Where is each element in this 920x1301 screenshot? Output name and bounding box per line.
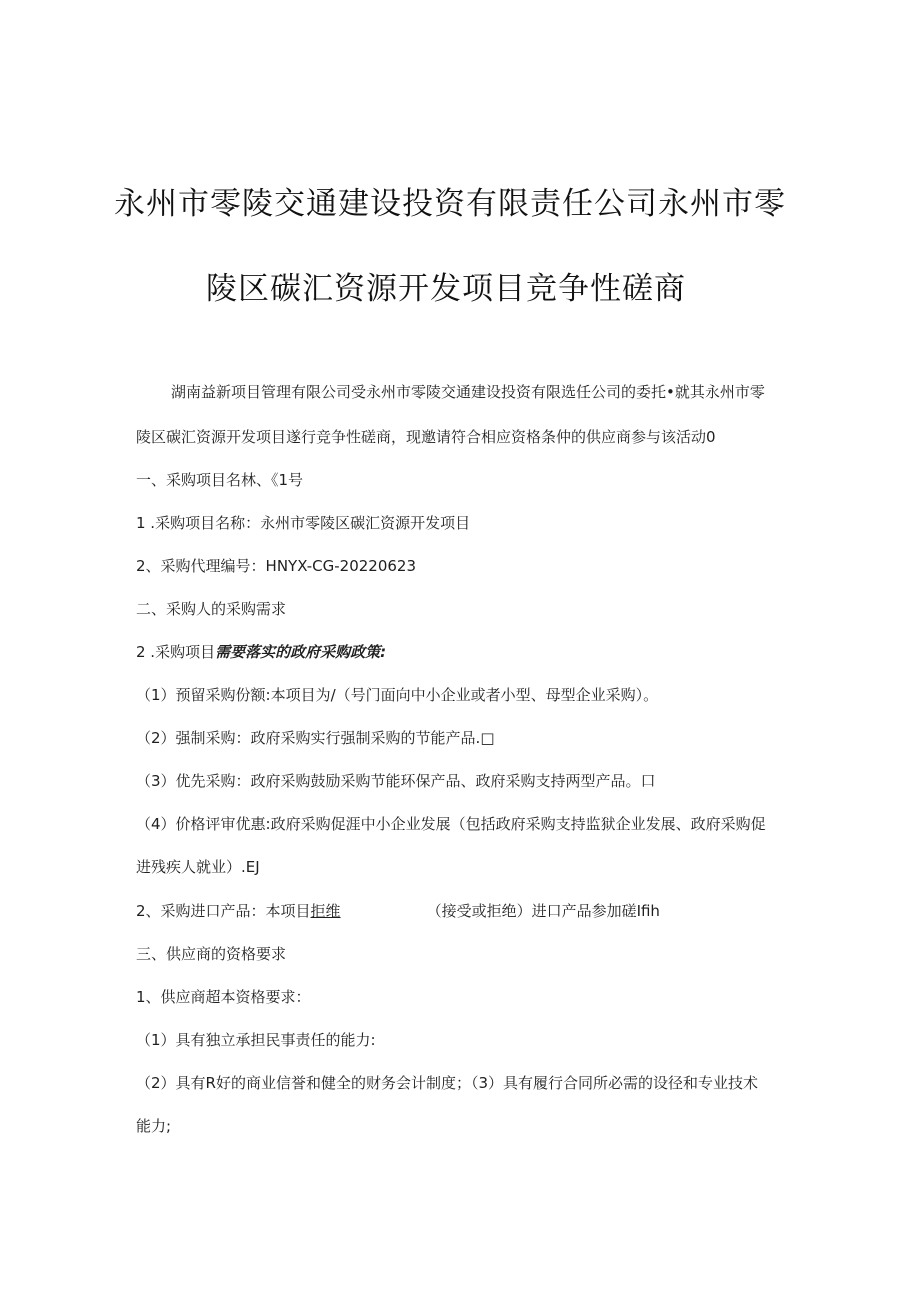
section-heading-2: 二、采购人的采购需求	[136, 600, 287, 618]
policy-point-1: （1）预留采购份额:本项目为/（号门面向中小企业或者小型、母型企业采购）。	[136, 686, 659, 704]
qualification-point-2: （2）具有R好的商业信誉和健全的财务会计制度；（3）具有履行合同所必需的设径和专业技术	[136, 1074, 759, 1092]
policy-point-4-line-2: 进残疾人就业）.EJ	[136, 858, 260, 876]
policy-point-4-line-1: （4）价格评审优惠:政府采购促涯中小企业发展（包括政府采购支持监狱企业发展、政府采购促	[136, 815, 766, 833]
import-products-prefix: 2、采购进口产品：本项目	[136, 902, 311, 920]
qualification-point-3: 能力;	[136, 1117, 172, 1135]
policy-point-2: （2）强制采购：政府采购实行强制采购的节能产品.□	[136, 729, 495, 747]
import-products-suffix: （接受或拒绝）进口产品参加磋Ifih	[426, 902, 660, 920]
intro-paragraph-line-2: 陵区碳汇资源开发项目遂行竞争性磋商，现邀请符合相应资格条仲的供应商参与该活动0	[136, 428, 716, 446]
intro-paragraph-line-1: 湖南益新项目管理有限公司受永州市零陵交通建设投资有限选任公司的委托•就其永州市零	[171, 383, 765, 401]
import-products-choice: 拒维	[310, 902, 341, 920]
policy-item-prefix: 2 .采购项目	[136, 643, 216, 661]
document-title-line-2: 陵区碳汇资源开发项目竞争性磋商	[206, 271, 686, 307]
section-heading-1: 一、采购项目名林、《1号	[136, 471, 304, 489]
document-title-line-1: 永州市零陵交通建设投资有限责任公司永州市零	[114, 186, 786, 222]
qualification-heading: 1、供应商超本资格要求：	[136, 988, 311, 1006]
policy-point-3: （3）优先采购：政府采购鼓励采购节能环保产品、政府采购支持两型产品。口	[136, 772, 656, 790]
import-products-item	[136, 900, 660, 921]
policy-item	[136, 641, 386, 662]
section-heading-3: 三、供应商的资格要求	[136, 945, 287, 963]
qualification-point-1: （1）具有独立承担民事责任的能力:	[136, 1031, 376, 1049]
project-name-item: 1 .采购项目名称：永州市零陵区碳汇资源开发项目	[136, 514, 471, 532]
policy-item-emphasis: 需要落实的政府采购政策:	[215, 643, 387, 661]
agency-number-item: 2、采购代理编号：HNYX-CG-20220623	[136, 557, 417, 575]
